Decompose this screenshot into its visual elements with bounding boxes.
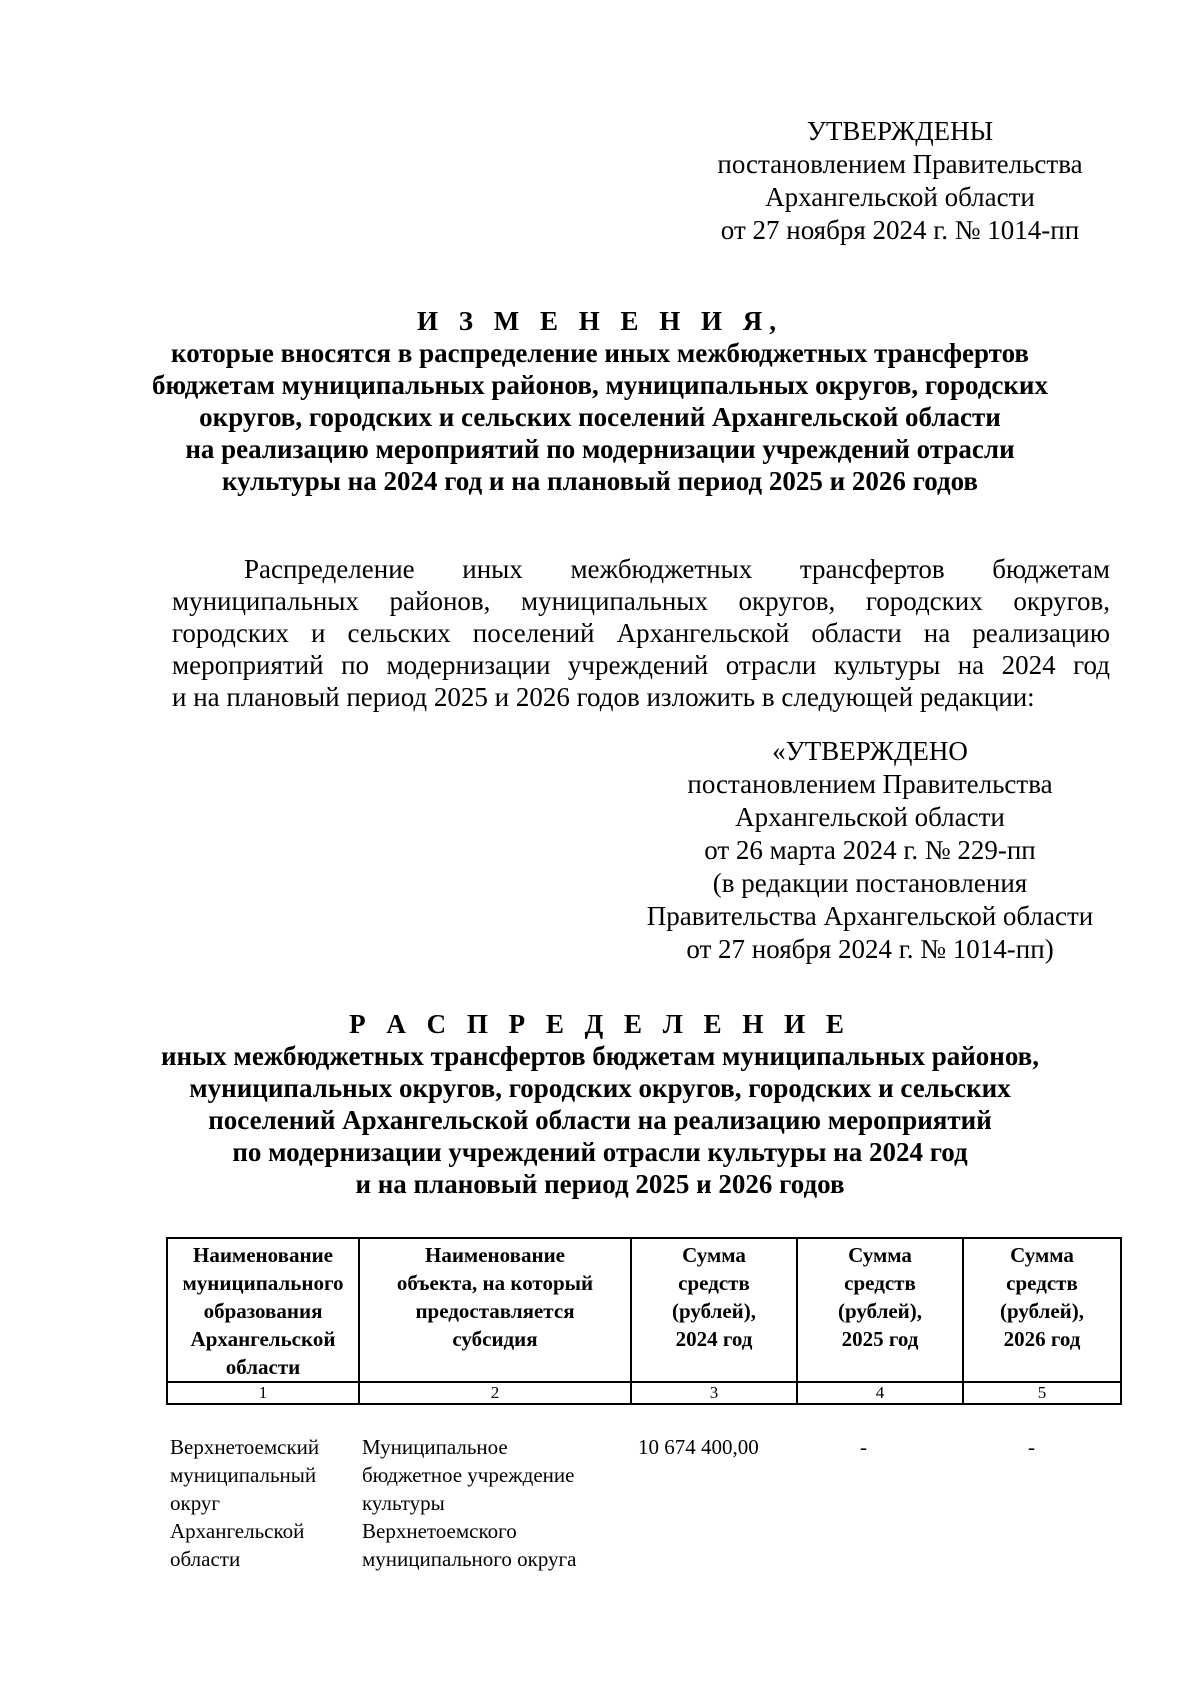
body-paragraph: [172, 553, 1110, 713]
cell-line: округ: [170, 1491, 221, 1515]
approval-line: постановлением Правительства: [687, 769, 1053, 799]
changes-title-line: которые вносятся в распределение иных межбюджетных трансфертов: [171, 338, 1029, 368]
cell-line: Верхнетоемский: [170, 1435, 320, 1459]
distribution-title-line: поселений Архангельской области на реализацию мероприятий: [208, 1105, 992, 1135]
paragraph-line: и на плановый период 2025 и 2026 годов изложить в следующей редакции:: [172, 682, 1035, 712]
cell-object: [362, 1433, 576, 1573]
column-number: 4: [797, 1382, 963, 1404]
header-line: 2026 год: [1003, 1327, 1081, 1351]
distribution-heading: Р А С П Р Е Д Е Л Е Н И Е: [349, 1009, 851, 1039]
approval-line: «УТВЕРЖДЕНО: [772, 736, 968, 766]
header-sum-2026: [963, 1238, 1121, 1382]
header-line: Сумма: [848, 1243, 912, 1267]
header-object: [359, 1238, 631, 1382]
distribution-title-line: и на плановый период 2025 и 2026 годов: [355, 1169, 845, 1199]
header-line: области: [225, 1355, 301, 1379]
header-line: Наименование: [193, 1243, 333, 1267]
header-line: объекта, на который: [396, 1271, 594, 1295]
column-number: 5: [963, 1382, 1121, 1404]
cell-line: бюджетное учреждение: [362, 1463, 575, 1487]
changes-title-line: округов, городских и сельских поселений Архангельской области: [199, 402, 1001, 432]
column-number: 2: [359, 1382, 631, 1404]
distribution-table-header: [166, 1237, 1122, 1405]
cell-sum-2024: 10 674 400,00: [638, 1435, 759, 1459]
header-line: образования: [203, 1299, 323, 1323]
cell-line: Верхнетоемского: [362, 1519, 517, 1543]
header-line: (рублей),: [837, 1299, 923, 1323]
cell-line: Муниципальное: [362, 1435, 508, 1459]
header-sum-2025: [797, 1238, 963, 1382]
header-line: муниципального: [182, 1271, 344, 1295]
header-municipality: [167, 1238, 359, 1382]
changes-title: [150, 305, 1050, 497]
header-line: средств: [844, 1271, 916, 1295]
cell-sum-2026: -: [1028, 1435, 1035, 1459]
header-line: Сумма: [682, 1243, 746, 1267]
approval-line: УТВЕРЖДЕНЫ: [806, 116, 994, 146]
column-number-row: [167, 1382, 1121, 1404]
approval-line: (в редакции постановления: [712, 868, 1028, 898]
distribution-title-line: иных межбюджетных трансфертов бюджетам муниципальных районов,: [160, 1041, 1040, 1071]
cell-line: муниципальный: [170, 1463, 317, 1487]
distribution-title-line: муниципальных округов, городских округов, городских и сельских: [189, 1073, 1011, 1103]
table-header-row: [167, 1238, 1121, 1382]
approval-line: от 26 марта 2024 г. № 229-пп: [704, 835, 1036, 865]
changes-title-line: на реализацию мероприятий по модернизации учреждений отрасли: [185, 434, 1015, 464]
distribution-title: [150, 1008, 1050, 1200]
cell-sum-2025: -: [860, 1435, 867, 1459]
header-line: субсидия: [452, 1327, 538, 1351]
changes-title-line: бюджетам муниципальных районов, муниципальных округов, городских: [152, 370, 1048, 400]
approval-stamp-quoted: [630, 735, 1110, 966]
paragraph-line: городских и сельских поселений Архангельской области на реализацию: [172, 618, 1110, 648]
header-line: (рублей),: [999, 1299, 1085, 1323]
cell-line: Архангельской: [170, 1519, 305, 1543]
cell-line: области: [170, 1547, 241, 1571]
header-line: 2024 год: [675, 1327, 753, 1351]
header-line: 2025 год: [841, 1327, 919, 1351]
approval-line: от 27 ноября 2024 г. № 1014-пп): [686, 934, 1054, 964]
cell-line: культуры: [362, 1491, 445, 1515]
column-number: 3: [631, 1382, 797, 1404]
cell-municipality: [170, 1433, 319, 1573]
approval-line: Правительства Архангельской области: [646, 901, 1094, 931]
header-line: средств: [678, 1271, 750, 1295]
paragraph-line: Распределение иных межбюджетных трансфертов бюджетам: [244, 554, 1110, 584]
approval-line: Архангельской области: [765, 182, 1035, 212]
cell-line: муниципального округа: [362, 1547, 577, 1571]
header-line: Сумма: [1010, 1243, 1074, 1267]
approval-stamp-top: [700, 115, 1100, 247]
header-line: Архангельской: [190, 1327, 336, 1351]
header-sum-2024: [631, 1238, 797, 1382]
column-number: 1: [167, 1382, 359, 1404]
approval-line: от 27 ноября 2024 г. № 1014-пп: [720, 215, 1080, 245]
changes-heading: И З М Е Н Е Н И Я,: [416, 306, 783, 336]
header-line: (рублей),: [671, 1299, 757, 1323]
changes-title-line: культуры на 2024 год и на плановый период 2025 и 2026 годов: [221, 466, 979, 496]
header-line: Наименование: [425, 1243, 565, 1267]
distribution-title-line: по модернизации учреждений отрасли культуры на 2024 год: [232, 1137, 968, 1167]
paragraph-line: мероприятий по модернизации учреждений отрасли культуры на 2024 год: [172, 650, 1110, 680]
header-line: средств: [1006, 1271, 1078, 1295]
header-line: предоставляется: [415, 1299, 575, 1323]
approval-line: постановлением Правительства: [717, 149, 1083, 179]
approval-line: Архангельской области: [735, 802, 1005, 832]
paragraph-line: муниципальных районов, муниципальных округов, городских округов,: [172, 586, 1110, 616]
